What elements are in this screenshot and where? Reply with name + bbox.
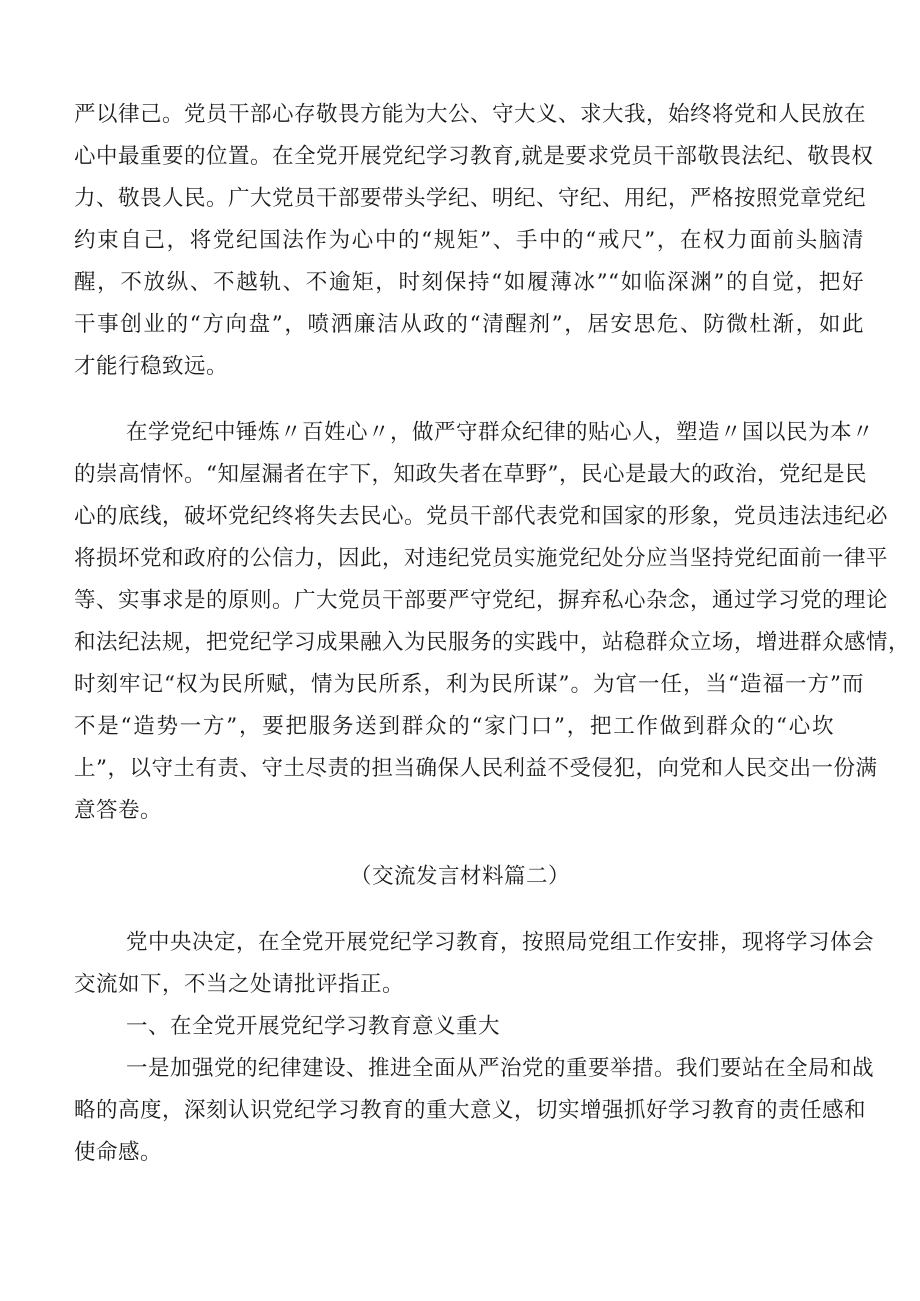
section-heading: 一、在全党开展党纪学习教育意义重大 xyxy=(126,1014,501,1039)
section-title: （交流发言材料篇二） xyxy=(349,864,570,889)
text-line: 心中最重要的位置。在全党开展党纪学习教育,就是要求党员干部敬畏法纪、敬畏权 xyxy=(74,144,874,169)
text-line: 力、敬畏人民。广大党员干部要带头学纪、明纪、守纪、用纪，严格按照党章党纪 xyxy=(74,186,867,211)
text-line: 党中央决定，在全党开展党纪学习教育，按照局党组工作安排，现将学习体会 xyxy=(126,930,875,955)
text-line: 上”，以守土有责、守土尽责的担当确保人民利益不受侵犯，向党和人民交出一份满 xyxy=(74,756,878,781)
text-line: 时刻牢记“权为民所赋，情为民所系，利为民所谋”。为官一任，当“造福一方”而 xyxy=(74,672,864,697)
text-line: 心的底线，破坏党纪终将失去民心。党员干部代表党和国家的形象，党员违法违纪必 xyxy=(74,504,889,529)
text-line: 将损坏党和政府的公信力，因此，对违纪党员实施党纪处分应当坚持党纪面前一律平 xyxy=(74,546,889,571)
text-line: 等、实事求是的原则。广大党员干部要严守党纪，摒弃私心杂念，通过学习党的理论 xyxy=(74,588,889,613)
text-line: 干事创业的“方向盘”，喷洒廉洁从政的“清醒剂”，居安思危、防微杜渐，如此 xyxy=(74,312,864,337)
text-line: 的崇高情怀。“知屋漏者在宇下，知政失者在草野”，民心是最大的政治，党纪是民 xyxy=(74,462,867,487)
text-line: 使命感。 xyxy=(74,1140,163,1165)
text-line: 醒，不放纵、不越轨、不逾矩，时刻保持“如履薄冰”“如临深渊”的自觉，把好 xyxy=(74,270,864,295)
text-line: 在学党纪中锤炼〃百姓心〃，做严守群众纪律的贴心人，塑造〃国以民为本〃 xyxy=(126,420,875,445)
text-line: 交流如下，不当之处请批评指正。 xyxy=(74,972,405,997)
text-line: 意答卷。 xyxy=(74,798,163,823)
text-line: 严以律己。党员干部心存敬畏方能为大公、守大义、求大我，始终将党和人民放在 xyxy=(74,102,867,127)
text-line: 约束自己，将党纪国法作为心中的“规矩”、手中的“戒尺”，在权力面前头脑清 xyxy=(74,228,864,253)
text-line: 才能行稳致远。 xyxy=(74,354,229,379)
text-line: 一是加强党的纪律建设、推进全面从严治党的重要举措。我们要站在全局和战 xyxy=(126,1056,875,1081)
text-line: 和法纪法规，把党纪学习成果融入为民服务的实践中，站稳群众立场，增进群众感情， xyxy=(74,630,911,655)
text-line: 略的高度，深刻认识党纪学习教育的重大意义，切实增强抓好学习教育的责任感和 xyxy=(74,1098,867,1123)
text-line: 不是“造势一方”，要把服务送到群众的“家门口”，把工作做到群众的“心坎 xyxy=(74,714,834,739)
